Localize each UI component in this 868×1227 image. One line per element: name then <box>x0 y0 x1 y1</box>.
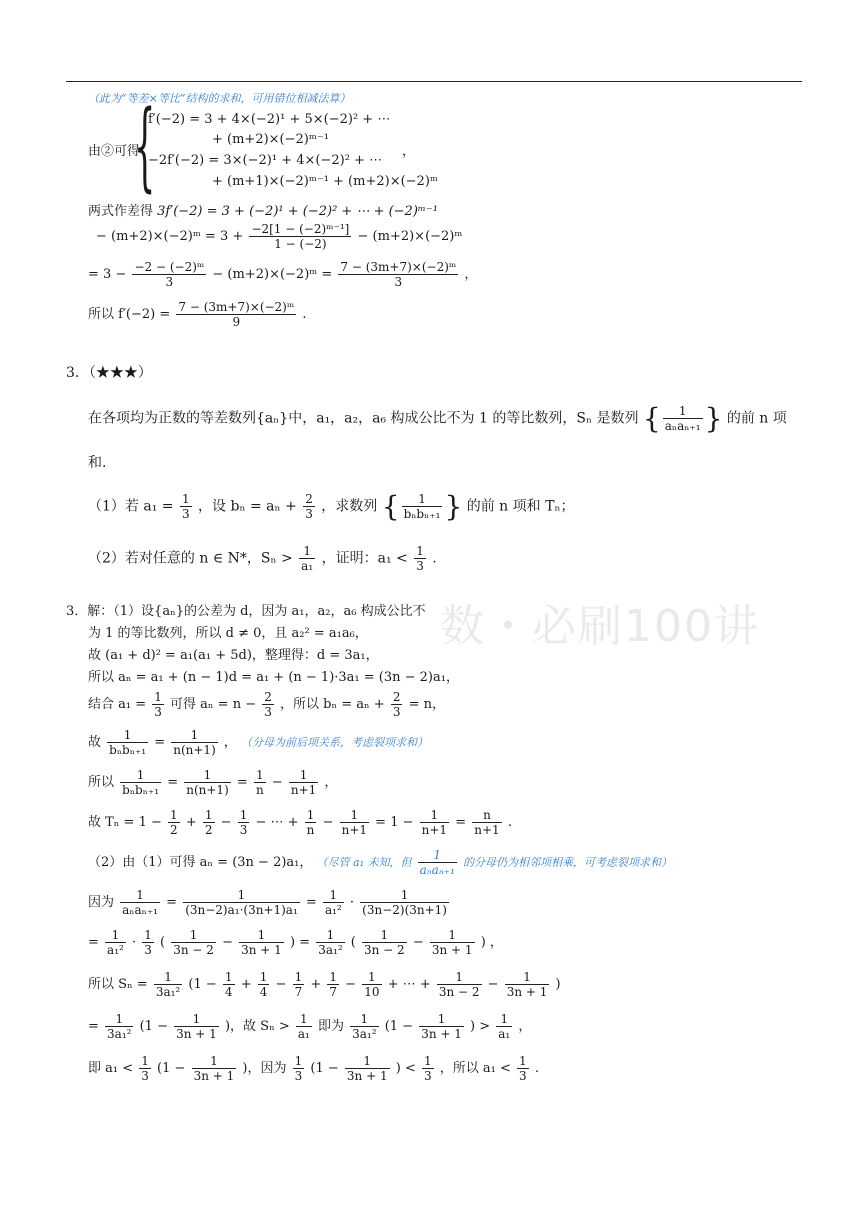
solution-line-3: 故 (a₁ + d)² = a₁(a₁ + 5d)，整理得：d = 3a₁， <box>88 648 379 663</box>
s14-frac6: $\frac{1}{3}$ <box>519 1054 527 1083</box>
s6-frac1: $\frac{1}{\text{bₙbₙ₊₁}}$ <box>109 728 147 757</box>
s5-a: 结合 a₁ = <box>88 697 147 712</box>
s14-frac5: $\frac{1}{3}$ <box>423 1054 432 1083</box>
diff-2-frac: $\frac{\text{−2[1 − (−2)ᵐ⁻¹]}}{1 - (-2)}$ <box>251 222 350 251</box>
s7-frac1: $\frac{1}{\text{bₙbₙ₊₁}}$ <box>122 768 160 797</box>
s14-frac2: $\frac{1}{3n + 1}$ <box>193 1054 235 1083</box>
s11-paren-open-2: ( <box>350 935 356 950</box>
solution-line-14 <box>88 1054 539 1083</box>
s12-a: 所以 Sₙ = <box>88 977 148 992</box>
s9-frac: $\frac{1}{\text{aₙaₙ₊₁}}$ <box>419 848 455 877</box>
s13-b2: )，故 Sₙ > <box>224 1019 290 1034</box>
part1-frac3: $\frac{1}{\text{bₙbₙ₊₁}}$ <box>403 492 441 521</box>
s12-pair-6: $\frac{1}{3n - 2}$ <box>438 970 480 999</box>
s9-note-1: （尽管 a₁ 未知，但 <box>316 856 412 869</box>
solution-line-1: 3．解：（1）设{aₙ}的公差为 d，因为 a₁，a₂，a₆ 构成公比不 <box>66 604 426 619</box>
stem-2: 的前 n 项 <box>726 410 787 427</box>
s14-frac4: $\frac{1}{3n + 1}$ <box>346 1054 388 1083</box>
stem-frac: $\frac{1}{\text{aₙaₙ₊₁}}$ <box>664 404 701 433</box>
solution-line-9 <box>88 848 672 877</box>
solution-line-2: 为 1 的等比数列，所以 d ≠ 0，且 a₂² = a₁a₆， <box>88 626 368 641</box>
s12-pair-3: $\frac{1}{7}$ <box>294 970 303 999</box>
s10-frac4: $\frac{1}{(3n-2)(3n+1)}$ <box>362 888 447 917</box>
s12-body: (1 − <box>188 977 217 992</box>
s10-frac1: $\frac{1}{\text{aₙaₙ₊₁}}$ <box>122 888 158 917</box>
s11-frac5: $\frac{1}{\text{3a₁²}}$ <box>318 928 343 957</box>
s11-paren-open: ( <box>160 935 166 950</box>
system-line-2: + (m+2)×(−2)ᵐ⁻¹ <box>212 132 329 147</box>
diff-3-c: ， <box>464 267 478 282</box>
system-line-3: −2f′(−2) = 3×(−2)¹ + 4×(−2)² + ⋯ <box>148 153 383 168</box>
s6-b: = <box>154 735 166 750</box>
s14-a: 即 a₁ < <box>88 1061 134 1076</box>
s7-a: 所以 <box>88 775 115 790</box>
s14-b2: )，因为 <box>242 1061 287 1076</box>
diff-line <box>88 200 438 219</box>
part2-frac2: $\frac{1}{3}$ <box>416 544 424 573</box>
s13-b3: 即为 <box>317 1019 344 1034</box>
s5-frac3: $\frac{2}{3}$ <box>392 690 401 719</box>
solution-line-5 <box>88 690 445 719</box>
s5-d: = n， <box>408 697 445 712</box>
question-part-1: （1）若 a₁ = $\frac{1}{3}$ ，设 bₙ = aₙ + $\frac{2}{3}$ ，求数列 { $\frac{1}{\text{bₙbₙ₊₁}}$ } 的前 n 项和 Tₙ； <box>88 490 575 523</box>
s5-frac2: $\frac{2}{3}$ <box>264 690 272 719</box>
s12-minus-2: − <box>345 977 357 992</box>
question-part-2 <box>88 544 437 573</box>
s11-end: ， <box>489 935 503 950</box>
s13-b6: ， <box>518 1019 532 1034</box>
part1-c: ，求数列 <box>321 498 378 515</box>
s11-frac7: $\frac{1}{3n + 1}$ <box>431 928 473 957</box>
s6-note: （分母为前后项关系，考虑裂项求和） <box>241 736 429 749</box>
s8-plus: + <box>185 815 197 830</box>
s13-frac3: $\frac{1}{\text{a₁}}$ <box>297 1012 310 1041</box>
solution-line-7 <box>88 768 337 797</box>
system-line-1: f′(−2) = 3 + 4×(−2)¹ + 5×(−2)² + ⋯ <box>148 112 391 127</box>
diff-2-a: − (m+2)×(−2)ᵐ = 3 + <box>96 229 244 244</box>
s13-b1: (1 − <box>139 1019 168 1034</box>
s14-b3: (1 − <box>310 1061 339 1076</box>
s13-frac4: $\frac{1}{\text{3a₁²}}$ <box>352 1012 377 1041</box>
s8-end: . <box>507 815 512 830</box>
result-a: 所以 f′(−2) = <box>88 307 171 322</box>
diff-2-b: − (m+2)×(−2)ᵐ <box>357 229 463 244</box>
watermark: 数・必刷100讲 <box>440 601 760 652</box>
s8-frac7: $\frac{n}{n+1}$ <box>474 808 500 837</box>
s11-minus: − <box>222 935 233 950</box>
s11-eq-2: = <box>299 935 311 950</box>
diff-line-2 <box>96 222 462 251</box>
diff-3-frac1: $\frac{\text{−2 − (−2)ᵐ}}{3}$ <box>134 260 205 289</box>
s12-pair-7: $\frac{1}{3n + 1}$ <box>506 970 548 999</box>
s9-a: （2）由（1）可得 aₙ = (3n − 2)a₁， <box>88 855 313 870</box>
s14-b4: ) < <box>395 1061 416 1076</box>
solution-line-13 <box>88 1012 531 1041</box>
s11-frac2: $\frac{1}{3}$ <box>144 928 152 957</box>
solution-line-11 <box>88 928 503 957</box>
s8-frac2: $\frac{1}{2}$ <box>204 808 213 837</box>
part2-b: ，证明：a₁ < <box>321 550 408 567</box>
s12-minus-3: − <box>487 977 499 992</box>
s8-eq: = <box>375 815 387 830</box>
diff-lead: 两式作差得 <box>88 204 154 219</box>
stem-1: 在各项均为正数的等差数列{aₙ}中，a₁，a₂，a₆ 构成公比不为 1 的等比数列，Sₙ 是数列 <box>88 410 639 427</box>
s11-frac3: $\frac{1}{3n - 2}$ <box>173 928 214 957</box>
result-b: . <box>302 307 307 322</box>
system-line-4: + (m+1)×(−2)ᵐ⁻¹ + (m+2)×(−2)ᵐ <box>212 174 438 189</box>
s10-frac2: $\frac{1}{\text{(3n−2)a₁·(3n+1)a₁}}$ <box>185 888 298 917</box>
s13-b4: (1 − <box>384 1019 414 1034</box>
s14-frac3: $\frac{1}{3}$ <box>294 1054 303 1083</box>
top-note: （此为“等差×等比”结构的求和，可用错位相减法算） <box>88 92 351 105</box>
s7-d: − <box>271 775 283 790</box>
s6-a: 故 <box>88 735 102 750</box>
solution-line-12 <box>88 970 561 999</box>
s8-frac6: $\frac{1}{n+1}$ <box>421 808 448 837</box>
s13-frac6: $\frac{1}{\text{a₁}}$ <box>498 1012 511 1041</box>
s12-pair-4: $\frac{1}{7}$ <box>329 970 338 999</box>
s12-pair-2: $\frac{1}{4}$ <box>259 970 268 999</box>
result-line <box>88 300 307 329</box>
s8-minus: − <box>220 815 232 830</box>
diff-3-b: − (m+2)×(−2)ᵐ = <box>212 267 333 282</box>
s7-frac4: $\frac{1}{n+1}$ <box>290 768 317 797</box>
system-brace: { <box>134 90 156 202</box>
system-lead: 由②可得 <box>88 144 141 159</box>
s7-b: = <box>167 775 179 790</box>
s12-pair-5: $\frac{1}{10}$ <box>364 970 380 999</box>
s10-a: 因为 <box>88 895 115 910</box>
header-rule <box>66 81 802 82</box>
solution-line-6 <box>88 728 428 757</box>
s11-frac4: $\frac{1}{3n + 1}$ <box>241 928 282 957</box>
s8-eq-2: = <box>455 815 467 830</box>
part1-frac2: $\frac{2}{3}$ <box>305 492 313 521</box>
s10-eq-2: = <box>305 895 317 910</box>
part2-a: （2）若对任意的 n ∈ N*，Sₙ > <box>88 550 293 567</box>
s13-frac5: $\frac{1}{3n + 1}$ <box>421 1012 462 1041</box>
solution-line-10 <box>88 888 451 917</box>
s13-frac2: $\frac{1}{3n + 1}$ <box>176 1012 217 1041</box>
s7-c: = <box>236 775 248 790</box>
s13-eq: = <box>88 1019 99 1034</box>
question-number: 3．（★★★） <box>66 365 152 381</box>
s10-eq: = <box>166 895 178 910</box>
question-stem-line-2: 和. <box>88 455 107 471</box>
s13-b5: ) > <box>470 1019 491 1034</box>
s12-end: ) <box>555 977 561 992</box>
s8-frac3: $\frac{1}{3}$ <box>239 808 248 837</box>
s8-frac1: $\frac{1}{2}$ <box>170 808 178 837</box>
s12-plus-1: + <box>240 977 252 992</box>
s13-frac1: $\frac{1}{\text{3a₁²}}$ <box>107 1012 132 1041</box>
s8-frac4: $\frac{1}{n}$ <box>306 808 315 837</box>
s5-frac1: $\frac{1}{3}$ <box>154 690 162 719</box>
s8-one: 1 − <box>390 815 414 830</box>
s11-eq: = <box>88 935 99 950</box>
s11-minus-2: − <box>412 935 424 950</box>
s9-note-2: 的分母仍为相邻项相乘，可考虑裂项求和） <box>462 856 672 869</box>
solution-line-8 <box>88 808 512 837</box>
s11-dot: · <box>131 935 137 950</box>
s14-b6: . <box>534 1061 539 1076</box>
s10-frac3: $\frac{1}{\text{a₁²}}$ <box>324 888 342 917</box>
s12-pair-1: $\frac{1}{4}$ <box>224 970 233 999</box>
part1-frac1: $\frac{1}{3}$ <box>181 492 190 521</box>
diff-3-a: = 3 − <box>88 267 127 282</box>
s8-minus-2: − <box>322 815 334 830</box>
s8-a: 故 Tₙ = 1 − <box>88 815 162 830</box>
diff-line-3 <box>88 260 477 289</box>
result-frac: $\frac{\text{7 − (3m+7)×(−2)ᵐ}}{9}$ <box>178 300 295 329</box>
system-comma: ， <box>402 144 416 159</box>
s10-dot: · <box>349 895 355 910</box>
s11-frac6: $\frac{1}{3n - 2}$ <box>364 928 405 957</box>
s12-plus-2: + <box>310 977 322 992</box>
question-stem-line-1: 在各项均为正数的等差数列{aₙ}中，a₁，a₂，a₆ 构成公比不为 1 的等比数列，Sₙ 是数列 { $\frac{1}{\text{aₙaₙ₊₁}}$ } 的前 n 项 <box>88 402 787 435</box>
part2-c: . <box>432 550 437 567</box>
s6-c: ， <box>223 735 237 750</box>
s7-frac2: $\frac{1}{n(n+1)}$ <box>186 768 229 797</box>
s8-frac5: $\frac{1}{n+1}$ <box>341 808 368 837</box>
part2-frac1: $\frac{1}{\text{a₁}}$ <box>301 544 314 573</box>
diff-3-frac2: $\frac{\text{7 − (3m+7)×(−2)ᵐ}}{3}$ <box>340 260 457 289</box>
s8-dots: − ⋯ + <box>255 815 299 830</box>
s12-minus-1: − <box>275 977 287 992</box>
part1-a: （1）若 a₁ = <box>88 498 174 515</box>
s12-frac1: $\frac{1}{\text{3a₁²}}$ <box>155 970 181 999</box>
s11-paren-close: ) <box>289 935 296 950</box>
diff-expr: 3f′(−2) = 3 + (−2)¹ + (−2)² + ⋯ + (−2)ᵐ⁻¹ <box>157 204 438 219</box>
s11-paren-close-2: ) <box>480 935 486 950</box>
s11-frac1: $\frac{1}{\text{a₁²}}$ <box>107 928 124 957</box>
s7-frac3: $\frac{1}{n}$ <box>255 768 264 797</box>
s12-dots: + ⋯ + <box>387 977 431 992</box>
part1-d: 的前 n 项和 Tₙ； <box>466 498 575 515</box>
part1-b: ，设 bₙ = aₙ + <box>198 498 297 515</box>
s14-frac1: $\frac{1}{3}$ <box>141 1054 149 1083</box>
s7-e: ， <box>324 775 338 790</box>
s5-c: ，所以 bₙ = aₙ + <box>280 697 385 712</box>
s5-b: 可得 aₙ = n − <box>170 697 257 712</box>
s14-b5: ，所以 a₁ < <box>439 1061 511 1076</box>
s6-frac2: $\frac{1}{n(n+1)}$ <box>173 728 216 757</box>
solution-line-4: 所以 aₙ = a₁ + (n − 1)d = a₁ + (n − 1)·3a₁ = (3n − 2)a₁， <box>88 670 459 685</box>
s14-b1: (1 − <box>157 1061 186 1076</box>
